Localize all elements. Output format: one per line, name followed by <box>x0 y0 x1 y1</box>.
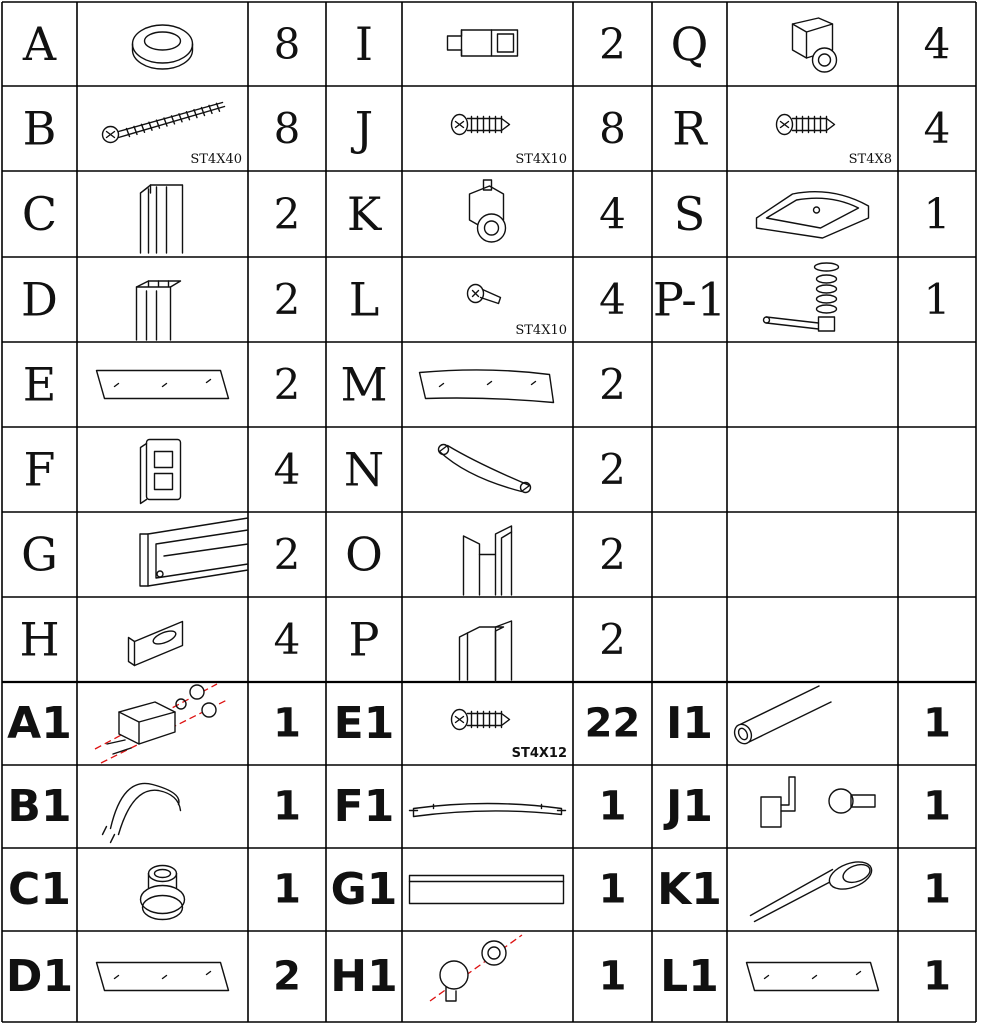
part-cell <box>671 17 951 72</box>
glass-panel-icon <box>97 371 229 399</box>
screw-spec: ST4X12 <box>511 746 567 761</box>
part-label: J <box>354 101 374 156</box>
part-label: F <box>23 442 56 497</box>
part-cell <box>8 864 301 920</box>
part-cell <box>653 263 950 331</box>
part-label: J1 <box>666 781 713 832</box>
part-quantity: 1 <box>273 866 301 913</box>
part-quantity: 1 <box>598 866 627 913</box>
shower-tray-icon <box>757 192 869 238</box>
part-label: E <box>22 357 57 412</box>
part-label: K <box>346 187 382 241</box>
long-screw-icon <box>103 103 225 143</box>
part-cell <box>7 781 301 843</box>
oval-ring-icon <box>133 25 193 69</box>
part-cell <box>334 781 627 832</box>
slot-bracket-icon <box>129 622 183 666</box>
short-screw-icon <box>777 115 835 135</box>
knob-icon <box>141 866 185 920</box>
roller-wheel-icon <box>470 180 506 242</box>
part-quantity: 4 <box>273 615 301 664</box>
table-grid <box>2 2 976 1022</box>
part-quantity: 2 <box>273 953 301 1000</box>
part-cell <box>7 684 301 763</box>
part-quantity: 2 <box>599 19 626 69</box>
short-screw-icon <box>452 115 510 135</box>
part-cell <box>330 935 626 1002</box>
door-handle-icon <box>439 445 531 493</box>
part-label: L1 <box>660 951 719 1002</box>
part-cell <box>331 864 627 915</box>
part-quantity: 1 <box>923 189 951 239</box>
part-cell <box>666 686 951 749</box>
part-cell <box>347 180 626 242</box>
part-label: C <box>21 187 58 241</box>
part-label: K1 <box>657 864 722 915</box>
part-label: E1 <box>333 698 395 749</box>
corner-profile-icon <box>460 621 512 682</box>
part-cell <box>23 358 301 412</box>
part-cell <box>349 613 626 683</box>
part-quantity: 8 <box>273 19 301 69</box>
part-quantity: 4 <box>923 104 951 153</box>
part-quantity: 1 <box>273 783 301 830</box>
tube-icon <box>731 686 831 746</box>
part-cell <box>344 443 626 497</box>
part-cell <box>334 698 641 761</box>
part-quantity: 2 <box>599 360 626 409</box>
part-quantity: 4 <box>273 445 301 494</box>
part-cell <box>663 777 951 832</box>
h-profile-icon <box>464 526 512 595</box>
part-cell <box>672 102 950 168</box>
channel-profile-icon <box>137 281 181 340</box>
rail-track-icon <box>140 518 248 586</box>
part-label: A1 <box>7 698 72 749</box>
part-label: P-1 <box>652 272 727 327</box>
part-label: H1 <box>330 951 398 1002</box>
screw-spec: ST4X8 <box>848 152 892 167</box>
flat-strip-icon <box>410 876 564 904</box>
part-cell <box>22 17 300 71</box>
curved-strip-icon <box>410 804 566 817</box>
table-cells <box>6 17 951 1002</box>
part-label: D1 <box>5 951 74 1002</box>
part-label: M <box>340 357 388 412</box>
part-quantity: 1 <box>598 783 627 830</box>
part-label: L <box>348 272 380 327</box>
part-cell <box>340 358 625 412</box>
part-cell <box>345 526 626 595</box>
part-label: D <box>21 272 58 327</box>
part-quantity: 4 <box>923 19 951 69</box>
part-label: C1 <box>8 864 71 915</box>
screw-spec: ST4X10 <box>515 323 567 338</box>
small-screw-icon <box>468 285 501 304</box>
part-quantity: 2 <box>599 530 626 579</box>
part-label: B1 <box>7 781 72 832</box>
part-cell <box>660 951 951 1002</box>
part-label: G1 <box>330 864 398 915</box>
drain-kit-icon <box>764 263 839 331</box>
part-label: N <box>343 442 385 497</box>
part-quantity: 2 <box>273 189 301 239</box>
part-quantity: 1 <box>923 866 951 913</box>
part-cell <box>21 518 300 586</box>
part-label: S <box>673 187 706 241</box>
hose-icon <box>103 783 181 842</box>
part-label: F1 <box>333 781 395 832</box>
part-quantity: 8 <box>599 104 626 153</box>
part-quantity: 22 <box>584 700 641 747</box>
part-quantity: 2 <box>599 615 626 664</box>
screw-spec: ST4X40 <box>190 152 242 167</box>
part-quantity: 2 <box>273 360 301 409</box>
part-quantity: 8 <box>273 104 301 153</box>
part-quantity: 1 <box>923 783 951 830</box>
wall-bracket-kit-icon <box>95 684 227 763</box>
shower-head-icon <box>751 857 876 922</box>
part-cell <box>24 440 301 504</box>
part-label: O <box>345 527 383 582</box>
glass-panel-icon <box>747 963 879 991</box>
wall-profile-icon <box>141 185 183 253</box>
part-label: Q <box>670 17 709 71</box>
stopper-block-icon <box>141 440 181 504</box>
part-label: P <box>348 612 380 667</box>
part-cell <box>355 17 626 71</box>
curved-glass-icon <box>420 370 554 403</box>
part-label: A <box>22 17 57 71</box>
part-quantity: 2 <box>273 530 301 579</box>
part-quantity: 1 <box>923 275 951 324</box>
short-screw-icon <box>452 710 510 730</box>
part-cell <box>6 951 301 1002</box>
part-label: R <box>672 101 707 156</box>
part-quantity: 1 <box>923 700 951 747</box>
part-quantity: 1 <box>923 953 951 1000</box>
part-cell <box>22 185 300 253</box>
roller-bracket-icon <box>793 18 837 72</box>
part-label: B <box>22 101 57 156</box>
part-cell <box>23 102 301 168</box>
part-quantity: 1 <box>598 953 627 1000</box>
wall-outlet-icon <box>430 935 522 1001</box>
part-quantity: 4 <box>599 189 626 239</box>
part-label: I <box>354 17 374 71</box>
part-cell <box>19 613 300 667</box>
part-quantity: 4 <box>599 275 626 324</box>
part-cell <box>657 857 951 922</box>
part-quantity: 1 <box>273 700 301 747</box>
screw-spec: ST4X10 <box>515 152 567 167</box>
part-label: H <box>19 612 60 667</box>
glass-panel-icon <box>97 963 229 991</box>
part-label: G <box>21 527 58 582</box>
part-cell <box>21 273 300 341</box>
seal-clip-icon <box>448 30 518 56</box>
part-quantity: 2 <box>599 445 626 494</box>
elbow-clamp-icon <box>761 777 875 827</box>
part-quantity: 2 <box>273 275 301 324</box>
part-cell <box>351 102 626 168</box>
part-cell <box>349 273 626 339</box>
part-label: I1 <box>666 698 713 749</box>
part-cell <box>674 187 951 241</box>
